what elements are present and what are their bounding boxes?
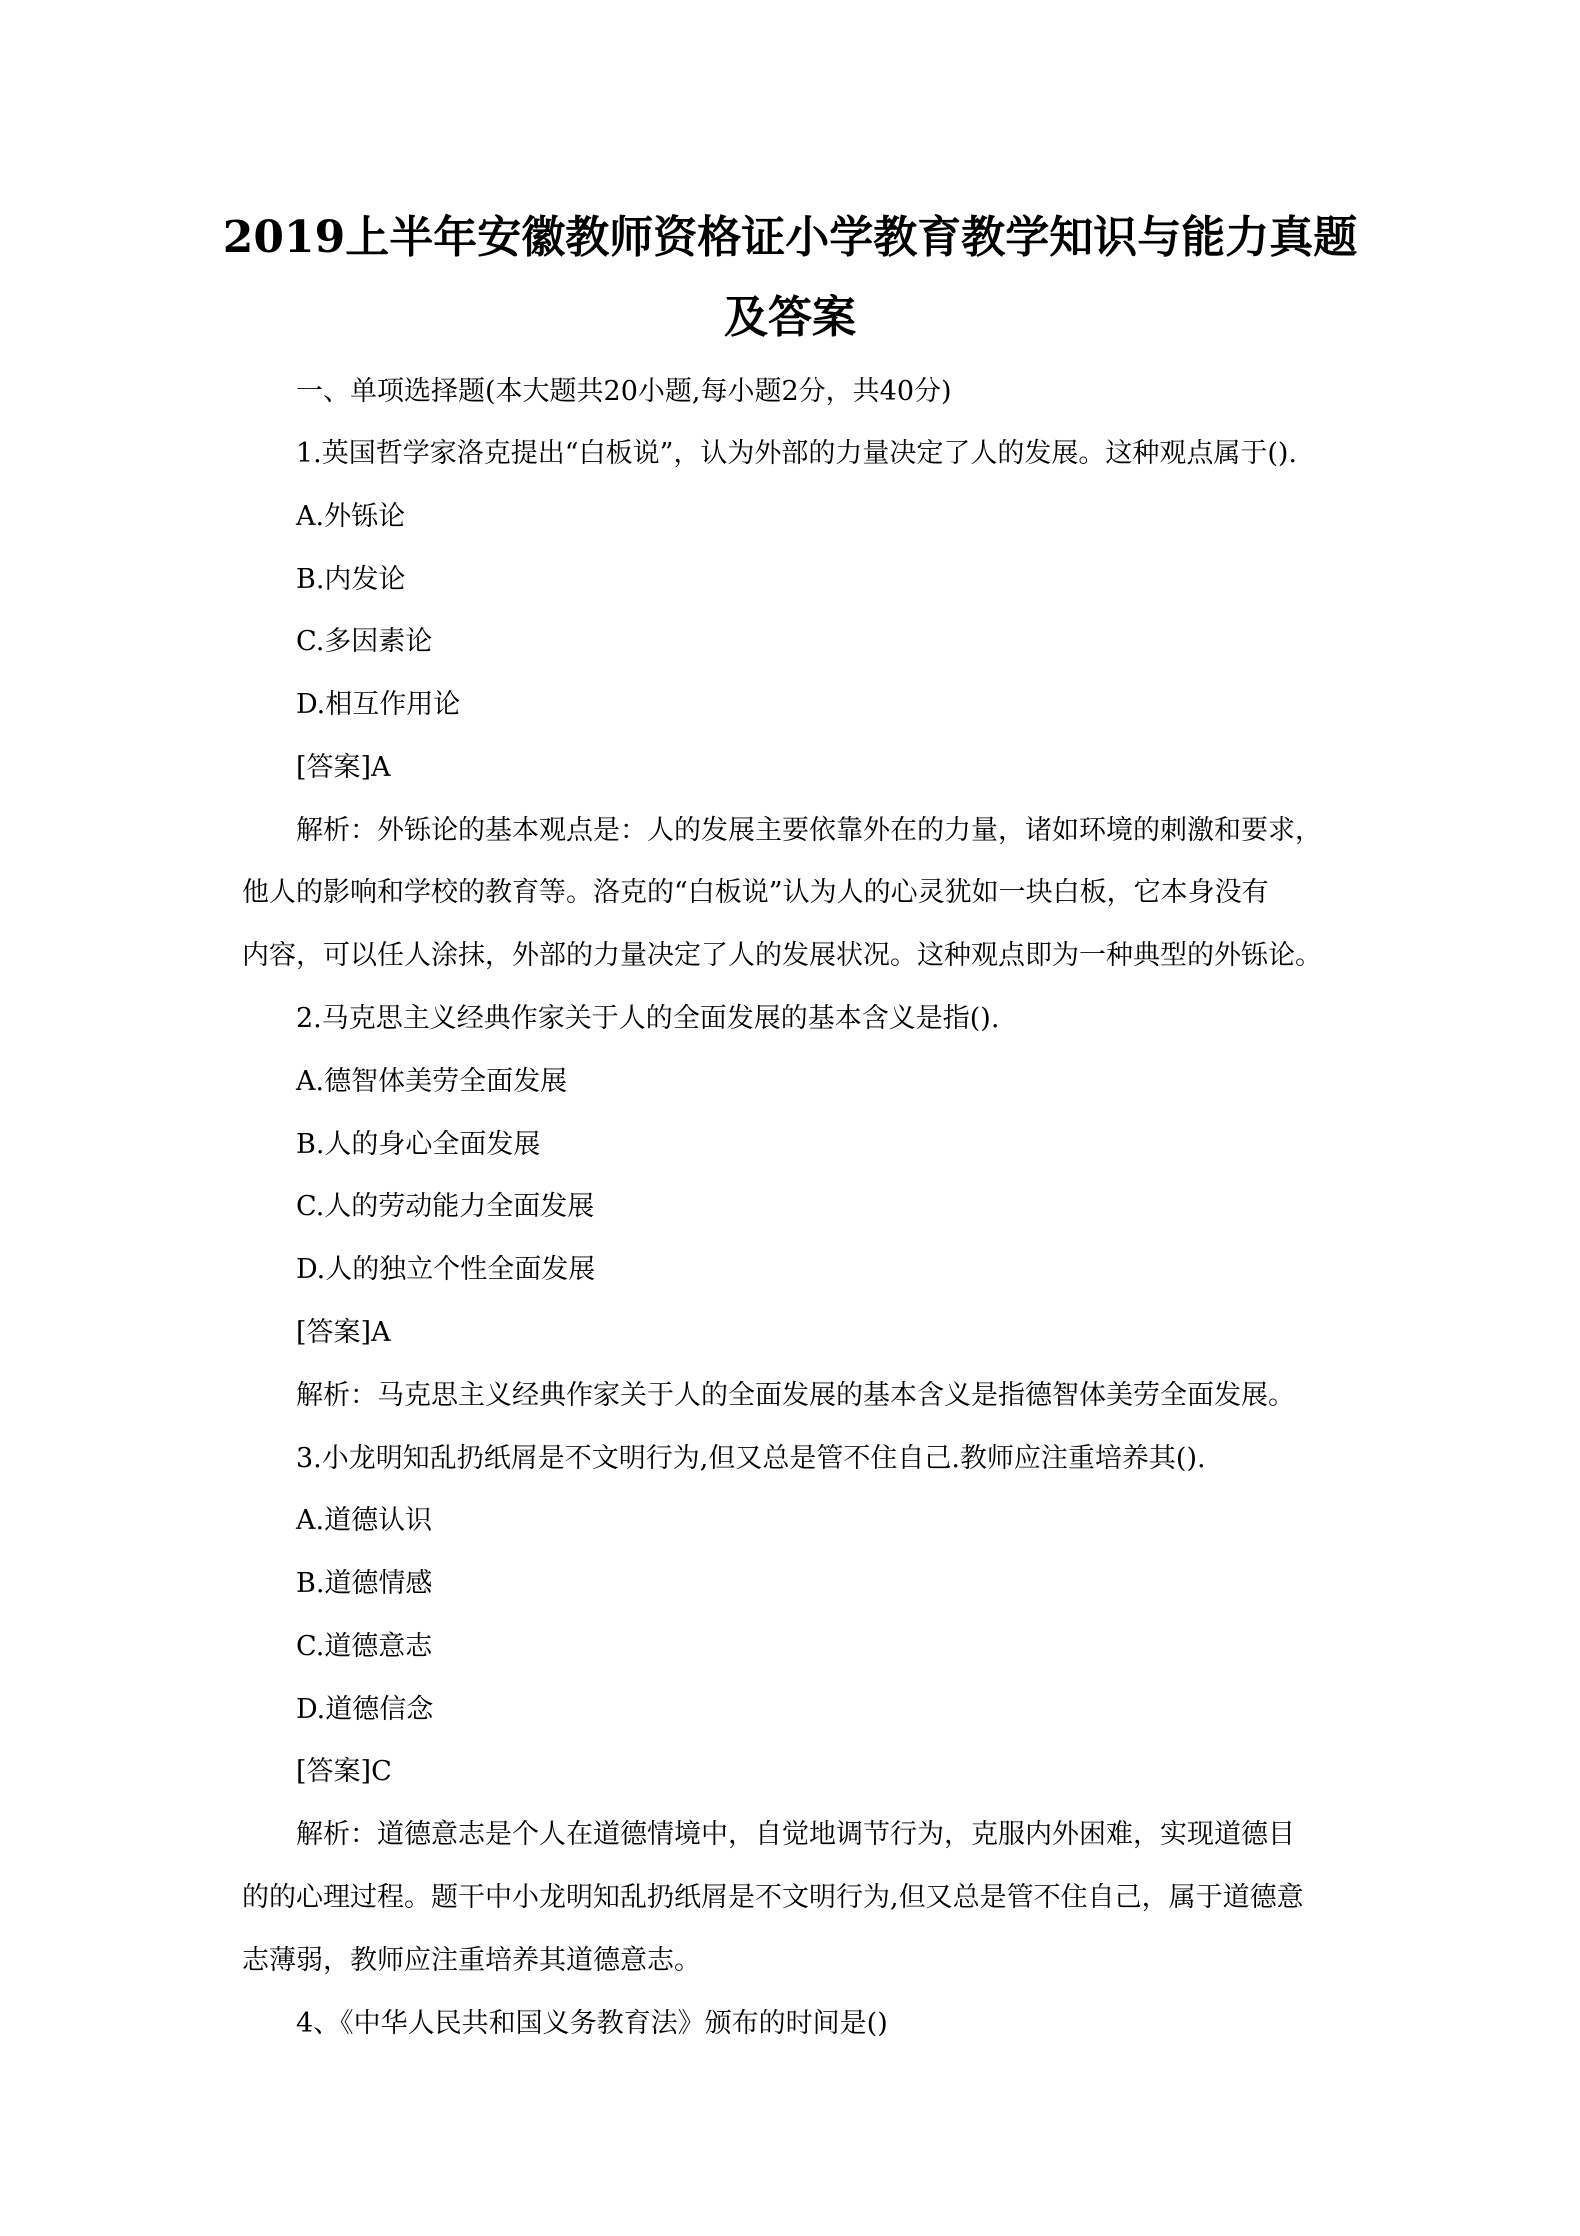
question-1-analysis-line-3: 内容，可以任人涂抹，外部的力量决定了人的发展状况。这种观点即为一种典型的外铄论。 <box>242 940 1322 971</box>
question-2-answer: [答案]A <box>296 1317 391 1348</box>
question-2-option-b: B.人的身心全面发展 <box>296 1129 541 1160</box>
document-title-line-1: 2019上半年安徽教师资格证小学教育教学知识与能力真题 <box>222 212 1358 263</box>
question-3-option-a: A.道德认识 <box>296 1505 433 1536</box>
question-2-option-a: A.德智体美劳全面发展 <box>296 1066 568 1097</box>
question-1-option-a: A.外铄论 <box>296 501 406 532</box>
question-3-option-c: C.道德意志 <box>296 1631 433 1662</box>
question-1-option-b: B.内发论 <box>296 564 406 595</box>
question-1-option-c: C.多因素论 <box>296 626 433 657</box>
question-1-analysis-line-2: 他人的影响和学校的教育等。洛克的“白板说”认为人的心灵犹如一块白板，它本身没有 <box>242 877 1269 908</box>
question-1-answer: [答案]A <box>296 752 391 783</box>
question-4-stem: 4、《中华人民共和国义务教育法》颁布的时间是() <box>296 2008 888 2039</box>
question-2-option-d: D.人的独立个性全面发展 <box>296 1254 596 1285</box>
question-3-stem: 3.小龙明知乱扔纸屑是不文明行为,但又总是管不住自己.教师应注重培养其(). <box>296 1443 1206 1474</box>
question-3-analysis-line-3: 志薄弱，教师应注重培养其道德意志。 <box>242 1945 701 1976</box>
document-title-line-2: 及答案 <box>724 292 856 343</box>
question-3-option-b: B.道德情感 <box>296 1568 433 1599</box>
question-3-analysis-line-2: 的的心理过程。题干中小龙明知乱扔纸屑是不文明行为,但又总是管不住自己，属于道德意 <box>242 1882 1304 1913</box>
question-3-option-d: D.道德信念 <box>296 1694 434 1725</box>
question-1-option-d: D.相互作用论 <box>296 689 461 720</box>
question-3-analysis-line-1: 解析：道德意志是个人在道德情境中，自觉地调节行为，克服内外困难，实现道德目 <box>296 1819 1295 1850</box>
question-1-analysis-line-1: 解析：外铄论的基本观点是：人的发展主要依靠外在的力量，诸如环境的刺激和要求， <box>296 815 1322 846</box>
question-2-analysis-line-1: 解析：马克思主义经典作家关于人的全面发展的基本含义是指德智体美劳全面发展。 <box>296 1380 1295 1411</box>
question-2-option-c: C.人的劳动能力全面发展 <box>296 1191 595 1222</box>
question-2-stem: 2.马克思主义经典作家关于人的全面发展的基本含义是指(). <box>296 1003 1000 1034</box>
question-1-stem: 1.英国哲学家洛克提出“白板说”，认为外部的力量决定了人的发展。这种观点属于(). <box>296 438 1298 469</box>
section-heading: 一、单项选择题(本大题共20小题,每小题2分，共40分) <box>296 376 952 407</box>
question-3-answer: [答案]C <box>296 1756 392 1787</box>
